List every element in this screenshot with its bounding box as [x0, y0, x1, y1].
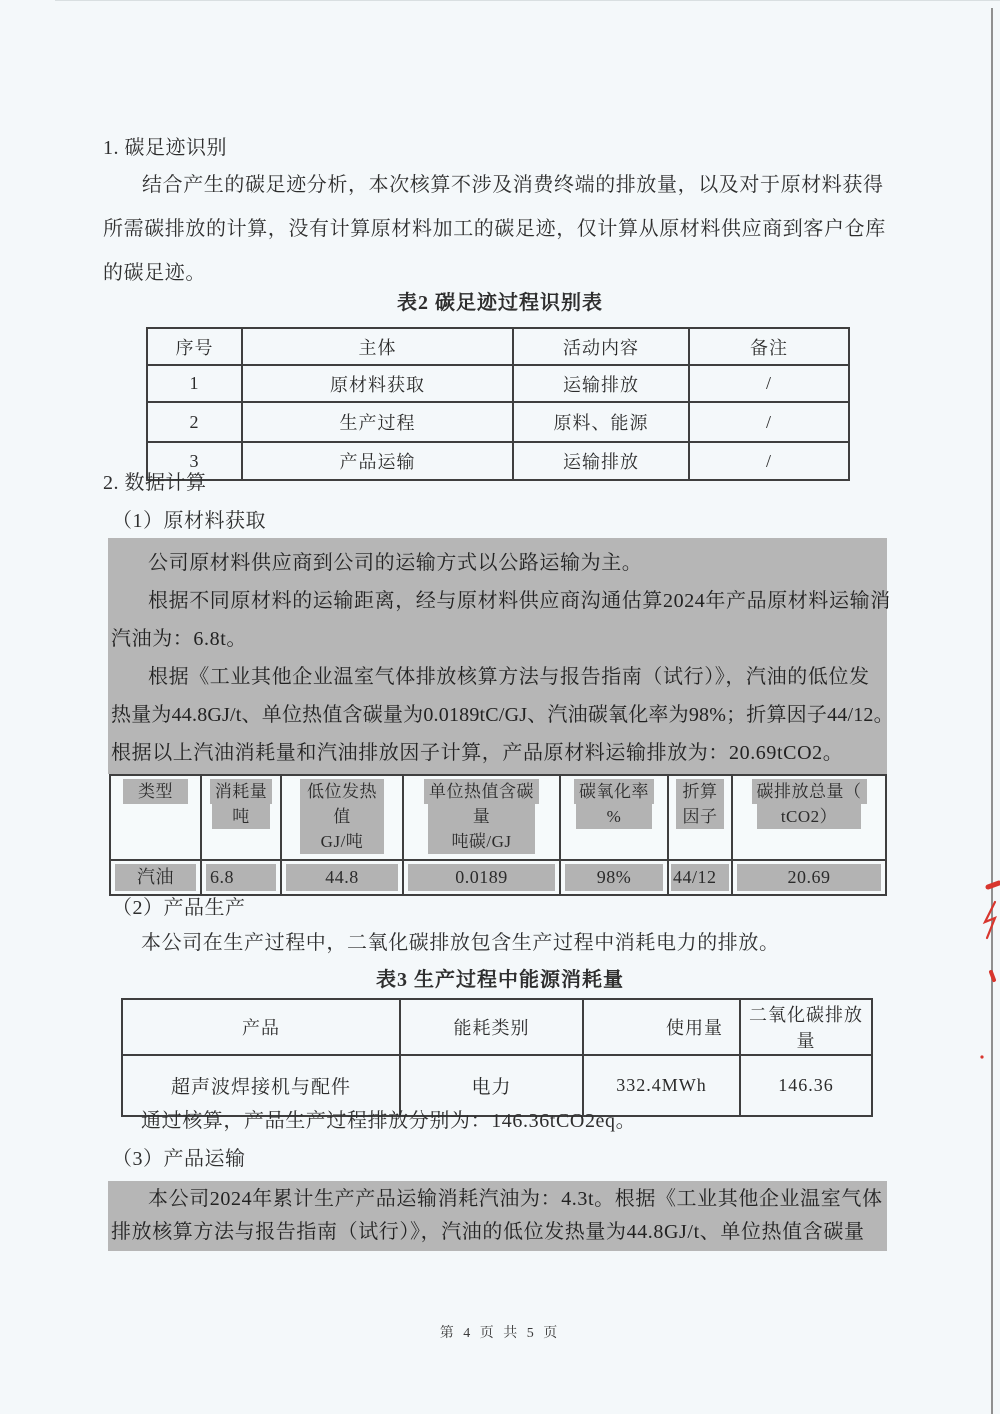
table2-cell: /	[689, 442, 849, 480]
subsection-3-heading: （3）产品运输	[112, 1148, 246, 1170]
fuel-cell-carbon-content: 0.0189	[403, 860, 560, 895]
fuel-header-consumption: 消耗量 吨	[201, 775, 281, 860]
table2-cell: 3	[147, 442, 242, 480]
fuel-header-oxidation-rate: 碳氧化率 %	[560, 775, 668, 860]
table3-header-row	[122, 999, 872, 1055]
table2-process-identification	[146, 327, 850, 481]
table2-cell: 2	[147, 402, 242, 442]
red-dash-mark	[988, 883, 999, 887]
fuel-cell-oxidation-rate: 98%	[560, 860, 668, 895]
highlighted-line: 排放核算方法与报告指南（试行）》，汽油的低位发热量为44.8GJ/t、单位热值含碳量	[111, 1221, 865, 1243]
paragraph-line: 结合产生的碳足迹分析，本次核算不涉及消费终端的排放量，以及对于原材料获得	[142, 174, 884, 196]
table3-header-product: 产品	[122, 999, 400, 1055]
table3-cell-usage: 332.4MWh	[583, 1055, 740, 1116]
red-annotation-marks	[958, 858, 1000, 1068]
scan-top-edge	[55, 0, 1000, 1]
table3-header-usage: 使用量	[583, 999, 740, 1055]
table2-row	[147, 402, 849, 442]
highlighted-line: 公司原材料供应商到公司的运输方式以公路运输为主。	[148, 552, 643, 574]
fuel-cell-type: 汽油	[110, 860, 201, 895]
red-squiggle-mark	[985, 902, 995, 938]
table3-header-energy-type: 能耗类别	[400, 999, 583, 1055]
highlighted-line: 根据以上汽油消耗量和汽油排放因子计算，产品原材料运输排放为：20.69tCO2。	[111, 742, 844, 764]
table3-title: 表3 生产过程中能源消耗量	[376, 969, 624, 991]
fuel-cell-consumption: 6.8	[201, 860, 281, 895]
red-small-mark	[991, 972, 994, 980]
table3-cell-energy-type: 电力	[400, 1055, 583, 1116]
fuel-header-type: 类型	[110, 775, 201, 860]
table2-cell: 运输排放	[513, 365, 689, 402]
table2-header-row	[147, 328, 849, 365]
page-number-footer: 第 4 页 共 5 页	[439, 1326, 561, 1341]
table3-header-co2-emission: 二氧化碳排放量	[740, 999, 872, 1055]
table3-energy-consumption	[121, 998, 873, 1117]
paragraph-line: 所需碳排放的计算，没有计算原材料加工的碳足迹，仅计算从原材料供应商到客户仓库	[103, 218, 886, 240]
table2-cell: 原料、能源	[513, 402, 689, 442]
fuel-emission-table	[109, 774, 887, 896]
production-summary-paragraph: 通过核算，产品生产过程排放分别为：146.36tCO2eq。	[141, 1110, 637, 1132]
table3-cell-product: 超声波焊接机与配件	[122, 1055, 400, 1116]
section-1-heading: 1. 碳足迹识别	[103, 137, 227, 159]
highlighted-paragraph-raw-material	[108, 538, 894, 774]
scan-right-edge-line	[991, 8, 993, 1414]
table2-cell: 1	[147, 365, 242, 402]
fuel-header-carbon-content: 单位热值含碳 量 吨碳/GJ	[403, 775, 560, 860]
section-2-heading: 2. 数据计算	[103, 472, 207, 494]
table2-row	[147, 365, 849, 402]
table2-header-cell: 序号	[147, 328, 242, 365]
section-1-paragraph	[103, 163, 893, 295]
table3-cell-co2-emission: 146.36	[740, 1055, 872, 1116]
table2-cell: 原材料获取	[242, 365, 513, 402]
highlighted-line: 根据《工业其他企业温室气体排放核算方法与报告指南（试行）》，汽油的低位发	[148, 666, 870, 688]
table2-title: 表2 碳足迹过程识别表	[397, 292, 603, 314]
production-paragraph: 本公司在生产过程中，二氧化碳排放包含生产过程中消耗电力的排放。	[141, 932, 780, 954]
highlighted-paragraph-product-transport	[108, 1181, 887, 1251]
fuel-table-data-row	[110, 860, 886, 895]
table2-cell: 生产过程	[242, 402, 513, 442]
paragraph-line: 的碳足迹。	[103, 262, 206, 284]
highlighted-line: 热量为44.8GJ/t、单位热值含碳量为0.0189tC/GJ、汽油碳氧化率为98%；折算因子44/12。	[111, 704, 894, 726]
table2-cell: 产品运输	[242, 442, 513, 480]
fuel-header-total-emission: 碳排放总量（ tCO2）	[732, 775, 886, 860]
subsection-2-heading: （2）产品生产	[112, 897, 246, 919]
table2-cell: /	[689, 402, 849, 442]
table2-row	[147, 442, 849, 480]
fuel-cell-conversion-factor: 44/12	[668, 860, 732, 895]
red-dot-mark	[980, 1055, 983, 1058]
highlighted-line: 汽油为：6.8t。	[111, 628, 247, 650]
highlighted-line: 根据不同原材料的运输距离，经与原材料供应商沟通估算2024年产品原材料运输消	[148, 590, 891, 612]
table2-cell: /	[689, 365, 849, 402]
fuel-cell-lower-heating-value: 44.8	[281, 860, 403, 895]
fuel-table-header-row	[110, 775, 886, 860]
fuel-header-conversion-factor: 折算 因子	[668, 775, 732, 860]
table2-cell: 运输排放	[513, 442, 689, 480]
table2-header-cell: 主体	[242, 328, 513, 365]
fuel-cell-total-emission: 20.69	[732, 860, 886, 895]
subsection-1-heading: （1）原材料获取	[112, 510, 266, 532]
table2-header-cell: 备注	[689, 328, 849, 365]
table2-header-cell: 活动内容	[513, 328, 689, 365]
highlighted-line: 本公司2024年累计生产产品运输消耗汽油为：4.3t。根据《工业其他企业温室气体	[148, 1188, 883, 1210]
fuel-header-lower-heating-value: 低位发热 值 GJ/吨	[281, 775, 403, 860]
